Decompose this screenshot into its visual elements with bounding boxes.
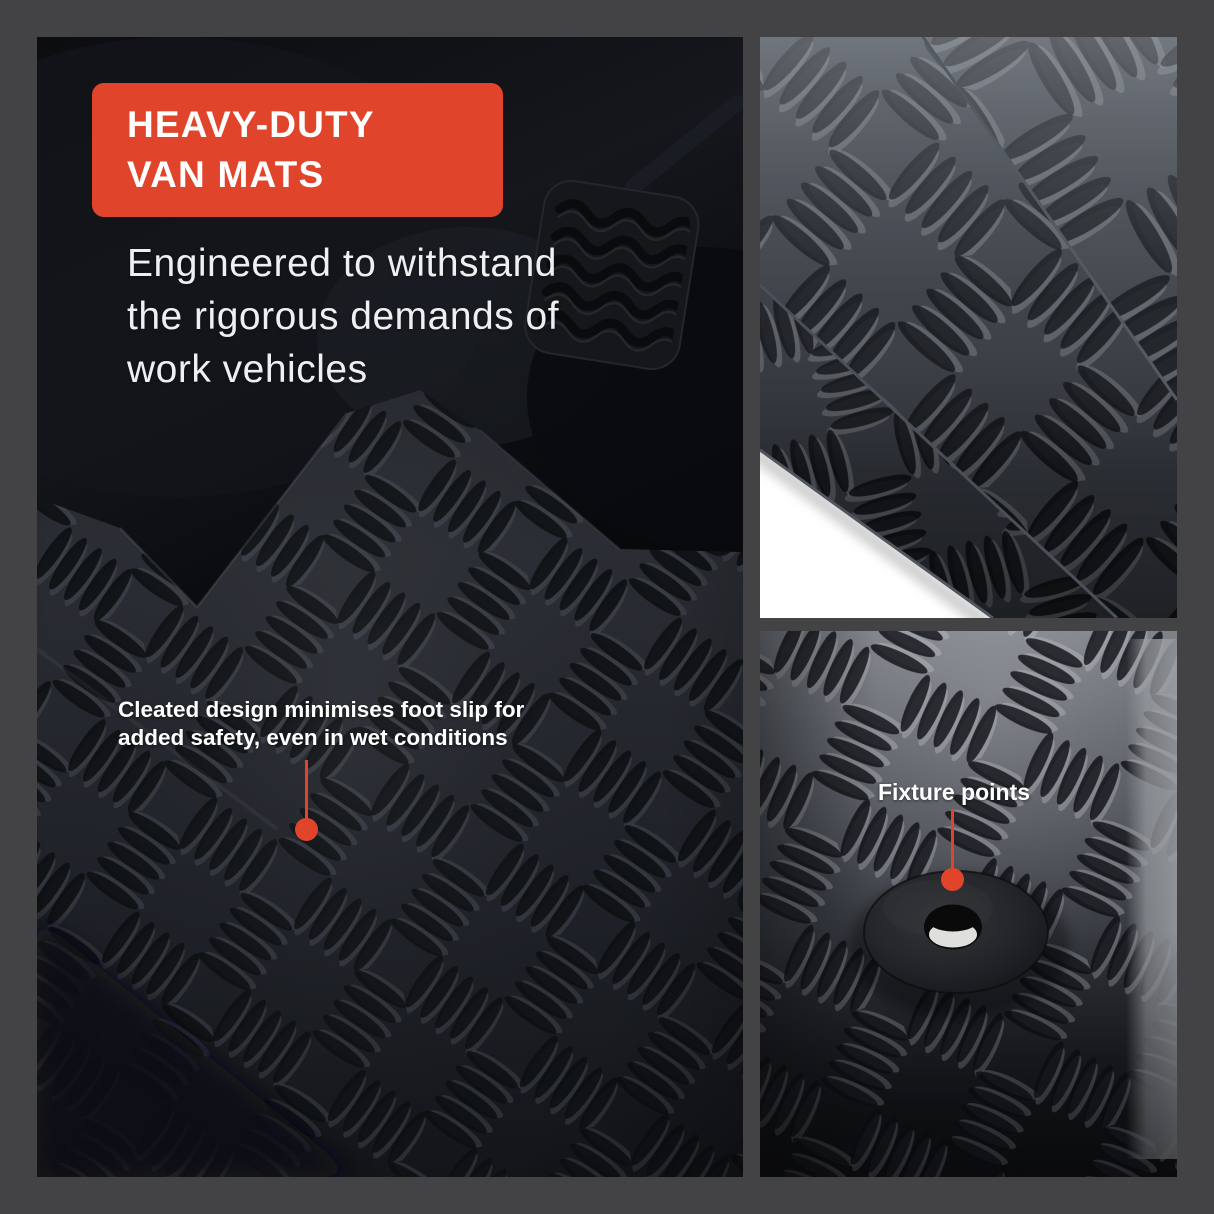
description-line-3: work vehicles xyxy=(127,348,368,391)
left-photo-panel xyxy=(37,37,743,1177)
pointer-line xyxy=(305,760,308,822)
badge-line-2: VAN MATS xyxy=(127,154,325,195)
heavy-duty-van-mats-badge xyxy=(92,83,503,217)
bottom-right-photo-panel xyxy=(760,631,1177,1177)
description-line-1: Engineered to withstand xyxy=(127,242,557,285)
top-right-photo-panel xyxy=(760,37,1177,618)
pointer-dot-icon xyxy=(941,868,964,891)
description-line-2: the rigorous demands of xyxy=(127,295,560,338)
fixture-points-label: Fixture points xyxy=(877,779,1031,805)
pointer-line xyxy=(951,809,954,871)
stacked-mats-photo xyxy=(760,37,1177,618)
pointer-dot-icon xyxy=(295,818,318,841)
description-text xyxy=(127,237,559,396)
fixture-point-photo xyxy=(760,631,1177,1177)
callout-line-1: Cleated design minimises foot slip for xyxy=(118,697,525,722)
cleated-design-callout xyxy=(118,696,524,752)
badge-line-1: HEAVY-DUTY xyxy=(127,104,375,145)
callout-line-2: added safety, even in wet conditions xyxy=(118,725,508,750)
